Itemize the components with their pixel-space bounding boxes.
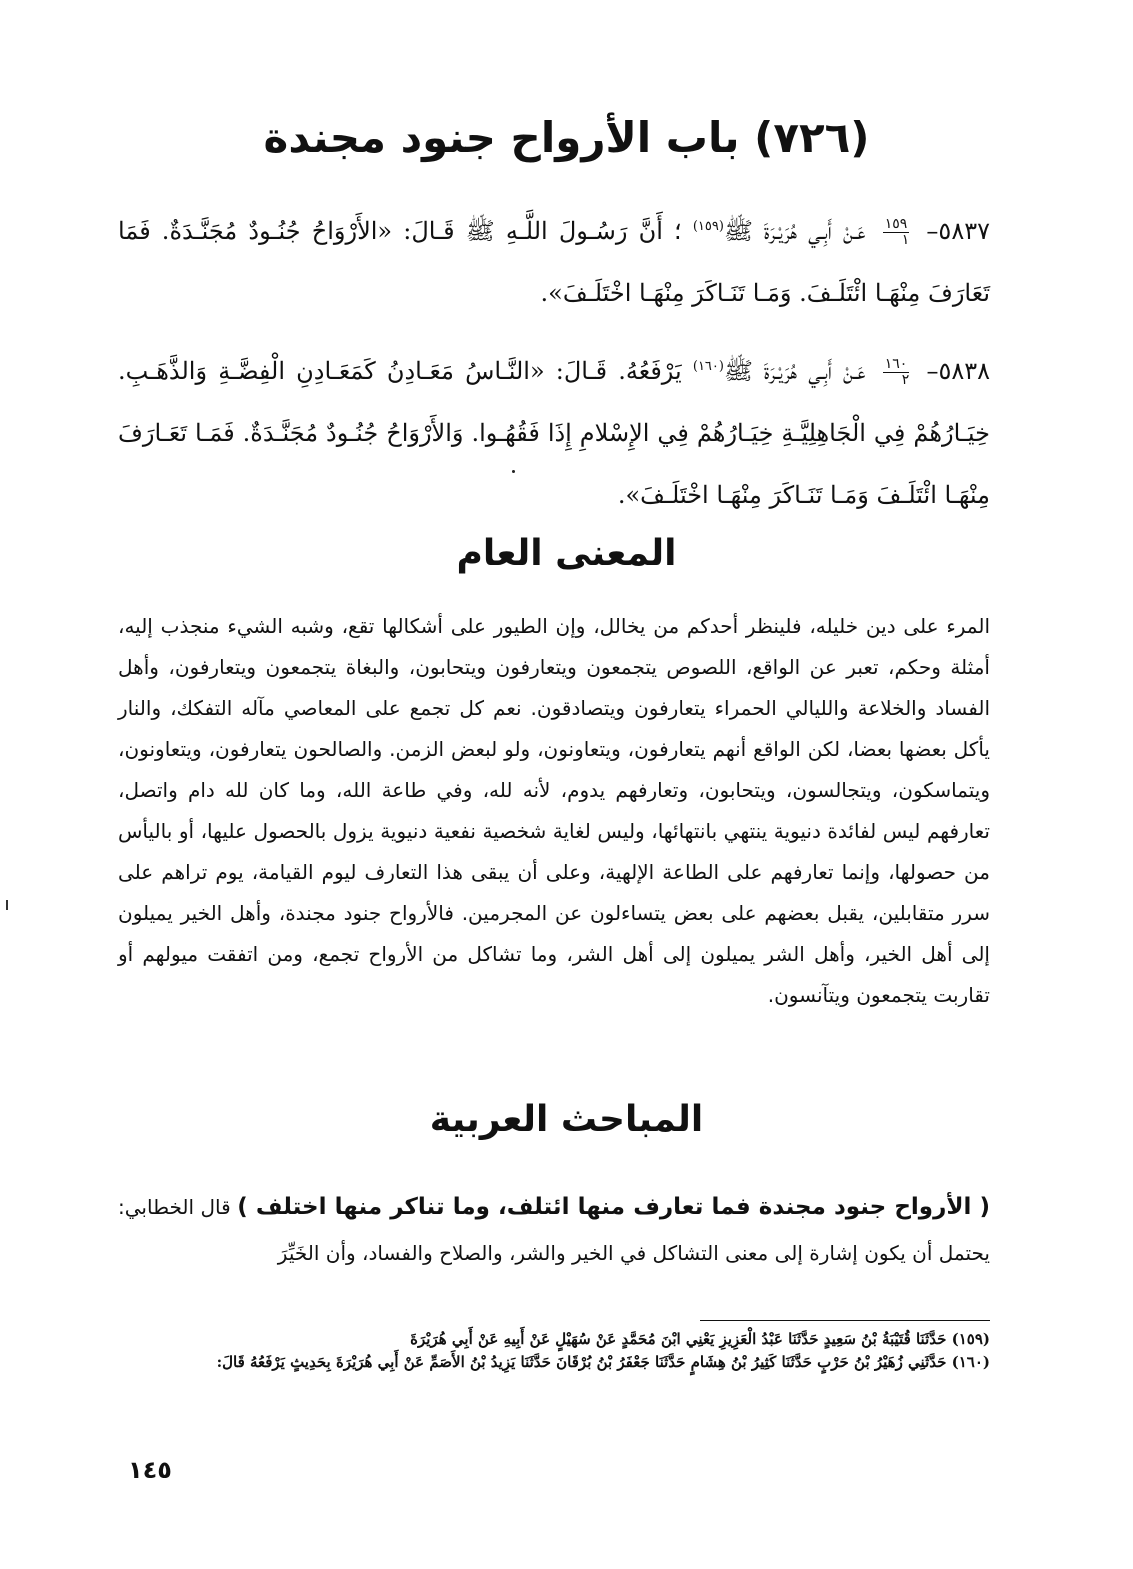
arabic-topics-text: قال الخطابي: يحتمل أن يكون إشارة إلى معنى التشاكل في الخير والشر، والصلاح والفساد، وأن الخَيِّرَ	[118, 1195, 990, 1265]
hadith-5838	[118, 336, 990, 526]
footnote-marker: (١٦٠)	[692, 359, 724, 374]
arabic-topics-paragraph	[118, 1184, 990, 1276]
hadith-text-continued: يَرْفَعُهُ. قَـالَ: «النَّـاسُ مَعَـادِنُ كَمَعَـادِنِ الْفِضَّـةِ وَالذَّهَـبِ. خِيَـارُهُمْ فِي الْجَاهِلِيَّـةِ خِيَـارُهُمْ فِي الإِسْلامِ إِذَا فَقُهُـوا. وَالأَرْوَاحُ جُنُـودٌ مُجَنَّـدَةٌ. فَمَـا تَعَـارَفَ مِنْهَـا ائْتَلَـفَ وَمَـا تَنَـاكَرَ مِنْهَـا اخْتَلَـفَ».	[118, 357, 990, 509]
hadith-number: ٥٨٣٧–	[926, 217, 990, 245]
scan-margin-mark	[6, 900, 8, 910]
heading-general-meaning: المعنى العام	[456, 533, 677, 574]
scan-speck	[512, 470, 515, 473]
footnote-159: (١٥٩) حَدَّثَنَا قُتَيْبَةُ بْنُ سَعِيدٍ حَدَّثَنَا عَبْدُ الْعَزِيزِ يَعْنِي ابْنَ مُحَمَّدٍ عَنْ سُهَيْلٍ عَنْ أَبِيهِ عَنْ أَبِي هُرَيْرَةَ	[410, 1330, 990, 1348]
footnote-160: (١٦٠) حَدَّثَنِي زُهَيْرُ بْنُ حَرْبٍ حَدَّثَنَا كَثِيرُ بْنُ هِشَامٍ حَدَّثَنَا جَعْفَرُ بْنُ بُرْقَانَ حَدَّثَنَا يَزِيدُ بْنُ الأَصَمِّ عَنْ أَبِي هُرَيْرَةَ بِحَدِيثٍ يَرْفَعُهُ قَالَ:	[216, 1353, 990, 1371]
heading-arabic-topics: المباحث العربية	[429, 1099, 704, 1140]
footnotes	[118, 1328, 990, 1374]
hadith-text: عَـنْ أَبِـي هُرَيْـرَةَ ﷺ	[723, 357, 866, 385]
hadith-text: عَـنْ أَبِـي هُرَيْـرَةَ ﷺ	[723, 217, 866, 245]
hadith-text-continued: ؛ أَنَّ رَسُـولَ اللَّـهِ ﷺ قَـالَ: «الأَرْوَاحُ جُنُـودٌ مُجَنَّـدَةٌ. فَمَا تَعَارَفَ مِنْهَـا ائْتَلَـفَ. وَمَـا تَنَـاكَرَ مِنْهَـا اخْتَلَـفَ».	[118, 217, 990, 307]
reference-bottom: ١	[901, 232, 910, 248]
quoted-hadith-phrase: ( الأرواح جنود مجندة فما تعارف منها ائتلف، وما تناكر منها اختلف )	[237, 1194, 990, 1220]
hadith-5837	[118, 196, 990, 324]
reference-bottom: ٢	[901, 372, 910, 388]
reference-top: ١٦٠	[884, 356, 908, 372]
footnote-marker: (١٥٩)	[692, 219, 724, 234]
hadith-reference	[883, 357, 910, 388]
page-number: ١٤٥	[128, 1456, 172, 1484]
hadith-reference	[883, 217, 910, 248]
reference-top: ١٥٩	[884, 216, 908, 232]
general-meaning-paragraph: المرء على دين خليله، فلينظر أحدكم من يخالل، وإن الطيور على أشكالها تقع، وشبه الشيء منجذب إليه، أمثلة وحكم، تعبر عن الواقع، اللصوص يتجمعون ويتعارفون ويتحابون، والبغاة يتجمعون ويتعارفون، وأهل الفساد والخلاعة والليالي الحمراء يتعارفون ويتصادقون. نعم كل تجمع على المعاصي مآله التفكك، والنار يأكل بعضها بعضا، لكن الواقع أنهم يتعارفون، ويتعاونون، ولو لبعض الزمن. والصالحون يتعارفون، ويتعاونون، ويتماسكون، ويتجالسون، ويتحابون، وتعارفهم يدوم، لأنه لله، وفي طاعة الله، وما كان لله دام واتصل، تعارفهم ليس لفائدة دنيوية ينتهي بانتهائها، وليس لغاية شخصية نفعية دنيوية يزول بالحصول عليها، أو باليأس من حصولها، وإنما تعارفهم على الطاعة الإلهية، وعلى أن يبقى هذا التعارف ليوم القيامة، يوم تراهم على سرر متقابلين، يقبل بعضهم على بعض يتساءلون عن المجرمين. فالأرواح جنود مجندة، وأهل الخير يميلون إلى أهل الخير، وأهل الشر يميلون إلى أهل الشر، وما تشاكل من الأرواح تجمع، ومن اتفقت ميولهم أو تقاربت يتجمعون ويتآنسون.	[118, 614, 990, 1007]
hadith-number: ٥٨٣٨–	[926, 357, 990, 385]
chapter-title: (٧٢٦) باب الأرواح جنود مجندة	[263, 113, 870, 162]
footnote-divider	[700, 1320, 990, 1321]
